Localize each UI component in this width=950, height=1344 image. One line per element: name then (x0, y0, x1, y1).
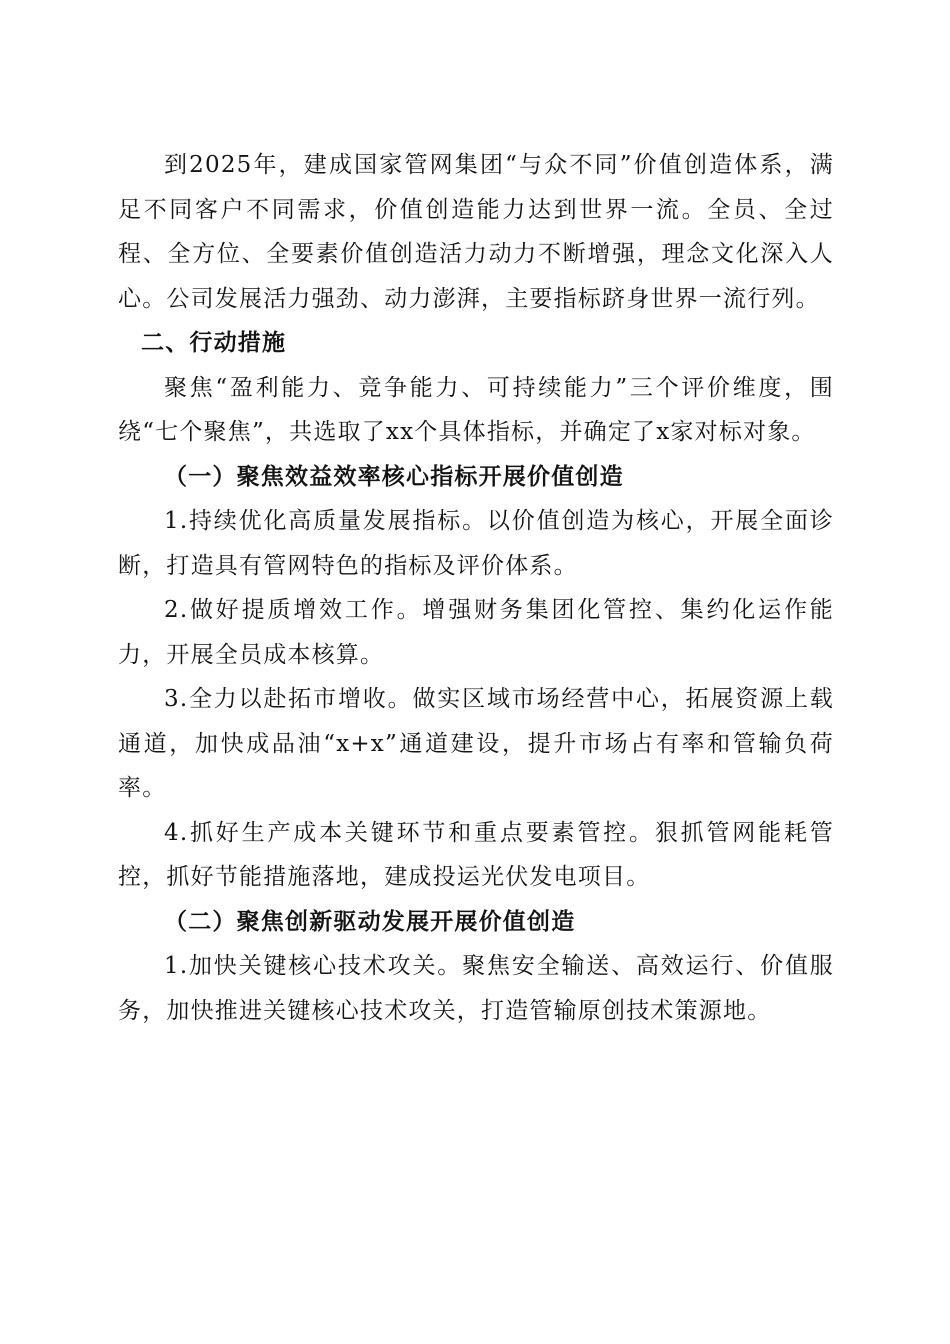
subsection-2-title: （二）聚焦创新驱动发展开展价值创造 (164, 907, 576, 935)
subsection-1-item: 1.持续优化高质量发展指标。以价值创造为核心，开展全面诊断，打造具有管网特色的指标及评价体系。 (118, 508, 834, 579)
subsection-1-item: 2.做好提质增效工作。增强财务集团化管控、集约化运作能力，开展全员成本核算。 (118, 597, 834, 668)
intro-paragraph: 到2025年，建成国家管网集团“与众不同”价值创造体系，满足不同客户不同需求，价值创造能力达到世界一流。全员、全过程、全方位、全要素价值创造活力动力不断增强，理念文化深入人心。公司发展活力强劲、动力澎湃，主要指标跻身世界一流行列。 (118, 152, 834, 312)
section-intro-paragraph: 聚焦“盈利能力、竞争能力、可持续能力”三个评价维度，围绕“七个聚焦”，共选取了xx个具体指标，并确定了x家对标对象。 (118, 374, 834, 445)
subsection-1-title: （一）聚焦效益效率核心指标开展价值创造 (164, 462, 624, 490)
section-heading: 二、行动措施 (141, 330, 287, 356)
subsection-2-item: 1.加快关键核心技术攻关。聚焦安全输送、高效运行、价值服务，加快推进关键核心技术攻关，打造管输原创技术策源地。 (118, 953, 834, 1024)
subsection-1-item: 3.全力以赴拓市增收。做实区域市场经营中心，拓展资源上载通道，加快成品油“x+x”通道建设，提升市场占有率和管输负荷率。 (118, 686, 834, 801)
subsection-1-item: 4.抓好生产成本关键环节和重点要素管控。狠抓管网能耗管控，抓好节能措施落地，建成投运光伏发电项目。 (118, 819, 834, 890)
document-page (118, 143, 834, 1033)
